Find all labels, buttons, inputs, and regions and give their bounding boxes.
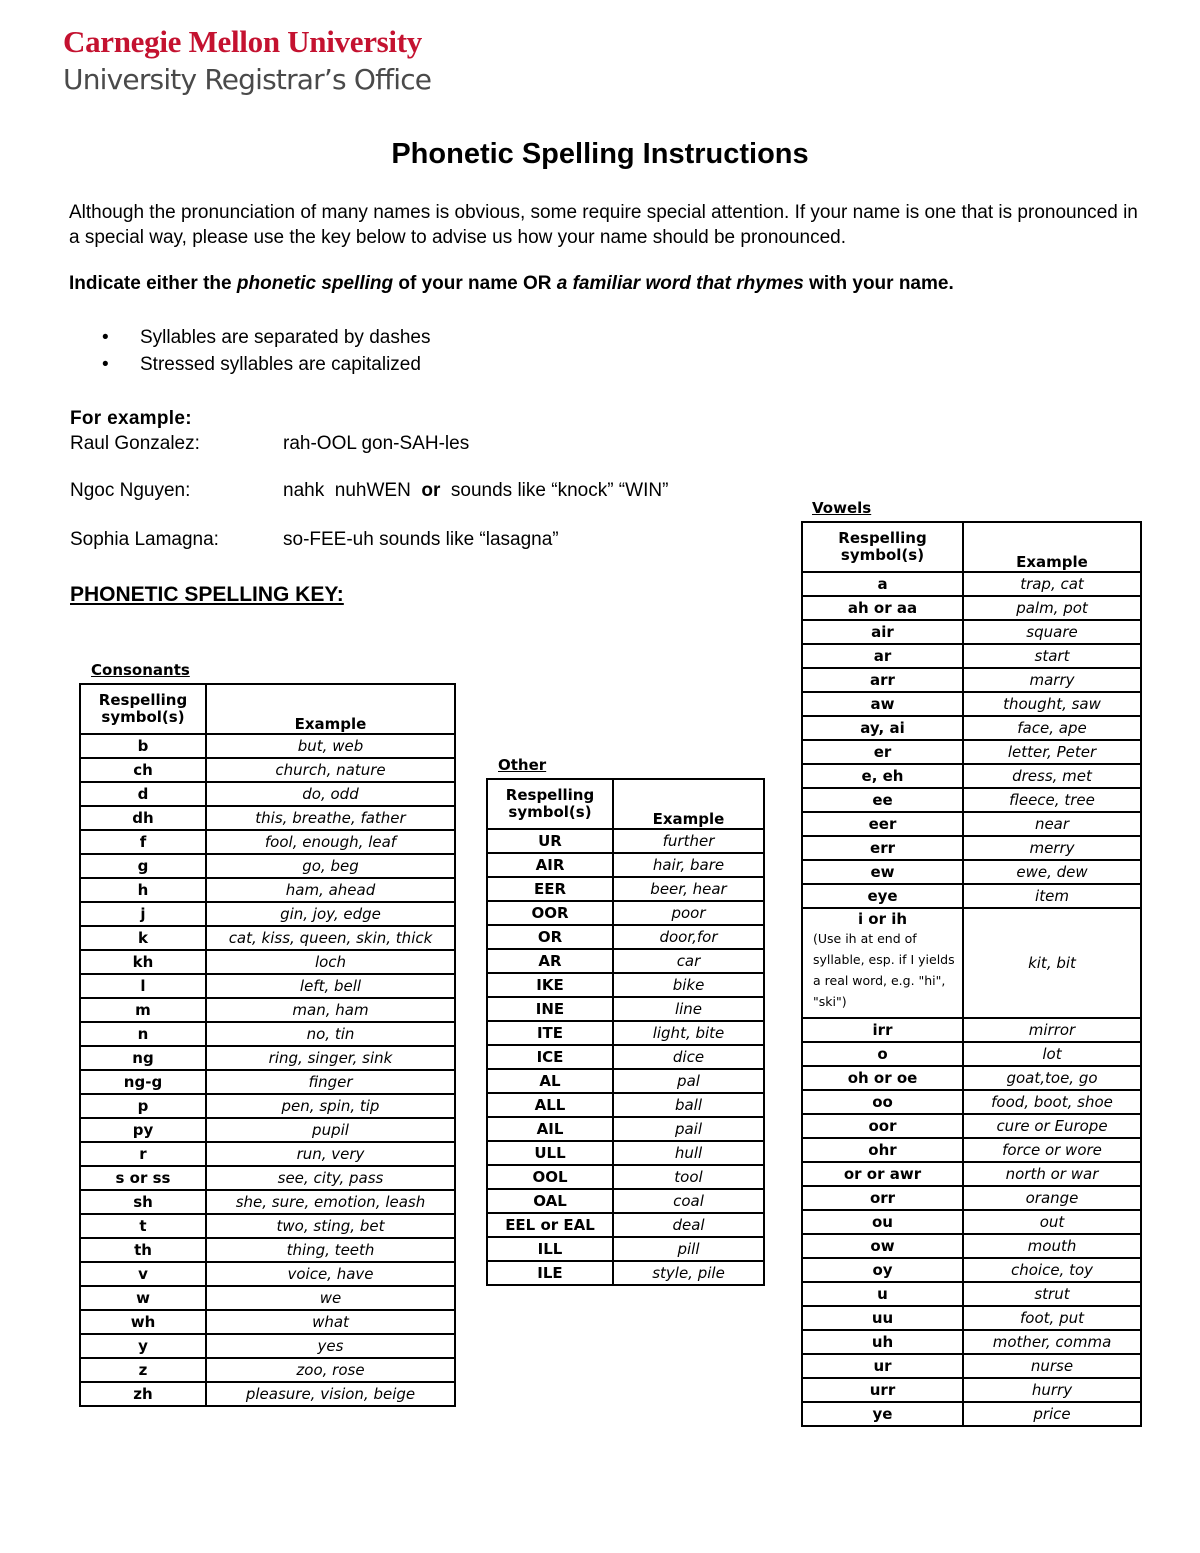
symbol-column-header: Respelling symbol(s) [487, 779, 613, 829]
example-cell: beer, hear [613, 877, 764, 901]
example-cell: cure or Europe [963, 1114, 1141, 1138]
example-or: or [421, 480, 441, 501]
table-row [487, 1213, 764, 1237]
table-row [802, 1042, 1141, 1066]
symbol-cell: or or awr [802, 1162, 963, 1186]
symbol-cell [802, 908, 963, 1018]
example-cell: mouth [963, 1234, 1141, 1258]
table-row [802, 1018, 1141, 1042]
symbol-cell: ow [802, 1234, 963, 1258]
table-row [802, 812, 1141, 836]
example-cell: trap, cat [963, 572, 1141, 596]
symbol-cell: uh [802, 1330, 963, 1354]
table-row [80, 1358, 455, 1382]
table-header-row [487, 779, 764, 829]
list-item [102, 351, 430, 378]
example-cell: square [963, 620, 1141, 644]
table-row [487, 925, 764, 949]
table-row [80, 950, 455, 974]
symbol-cell: ay, ai [802, 716, 963, 740]
consonants-rows [80, 734, 455, 1406]
example-cell: merry [963, 836, 1141, 860]
symbol-cell: m [80, 998, 206, 1022]
symbol-cell: ye [802, 1402, 963, 1426]
example-cell: mother, comma [963, 1330, 1141, 1354]
office-name: University Registrar’s Office [63, 63, 432, 96]
symbol-cell: ILL [487, 1237, 613, 1261]
example-cell: left, bell [206, 974, 455, 998]
example-cell: kit, bit [963, 908, 1141, 1018]
other-rows [487, 829, 764, 1285]
example-cell: see, city, pass [206, 1166, 455, 1190]
table-row [802, 1210, 1141, 1234]
table-row [802, 644, 1141, 668]
symbol-cell: err [802, 836, 963, 860]
symbol-cell: p [80, 1094, 206, 1118]
table-row [802, 788, 1141, 812]
symbol-cell: EER [487, 877, 613, 901]
symbol-cell: ew [802, 860, 963, 884]
symbol-cell: n [80, 1022, 206, 1046]
symbol-cell: ULL [487, 1141, 613, 1165]
symbol-cell: ar [802, 644, 963, 668]
bullet-text: Syllables are separated by dashes [140, 327, 431, 348]
example-cell: pleasure, vision, beige [206, 1382, 455, 1406]
example-cell: hair, bare [613, 853, 764, 877]
example-cell: pen, spin, tip [206, 1094, 455, 1118]
example-rhyme: sounds like “knock” “WIN” [440, 480, 669, 501]
symbol-column-header: Respelling symbol(s) [802, 522, 963, 572]
symbol-cell: ch [80, 758, 206, 782]
table-row [487, 1069, 764, 1093]
example-cell: item [963, 884, 1141, 908]
example-cell: cat, kiss, queen, skin, thick [206, 926, 455, 950]
table-row [802, 764, 1141, 788]
table-row [80, 734, 455, 758]
example-cell: tool [613, 1165, 764, 1189]
example-cell: fool, enough, leaf [206, 830, 455, 854]
symbol-cell: EEL or EAL [487, 1213, 613, 1237]
table-row [802, 836, 1141, 860]
table-row [802, 1258, 1141, 1282]
symbol-cell: y [80, 1334, 206, 1358]
example-cell: church, nature [206, 758, 455, 782]
table-row [802, 1282, 1141, 1306]
table-row [802, 1066, 1141, 1090]
symbol-cell: OOR [487, 901, 613, 925]
example-cell: pail [613, 1117, 764, 1141]
example-cell: foot, put [963, 1306, 1141, 1330]
example-cell: no, tin [206, 1022, 455, 1046]
symbol-cell: ICE [487, 1045, 613, 1069]
example-cell: pupil [206, 1118, 455, 1142]
key-heading: PHONETIC SPELLING KEY: [70, 583, 344, 606]
table-row [802, 740, 1141, 764]
table-row [802, 1114, 1141, 1138]
symbol-cell: a [802, 572, 963, 596]
table-row [80, 782, 455, 806]
symbol-cell: kh [80, 950, 206, 974]
example-name: Sophia Lamagna: [70, 529, 219, 550]
table-row [80, 1382, 455, 1406]
symbol-cell: uu [802, 1306, 963, 1330]
table-row [80, 758, 455, 782]
example-cell: gin, joy, edge [206, 902, 455, 926]
table-row [802, 692, 1141, 716]
symbol-cell: aw [802, 692, 963, 716]
symbol-cell: ee [802, 788, 963, 812]
symbol-cell: ng-g [80, 1070, 206, 1094]
vowels-rows [802, 1018, 1141, 1426]
table-row [80, 854, 455, 878]
symbol-cell: ALL [487, 1093, 613, 1117]
table-row [80, 1166, 455, 1190]
example-heading: For example: [70, 408, 192, 429]
table-row [80, 1286, 455, 1310]
symbol-cell: u [802, 1282, 963, 1306]
symbol-cell: k [80, 926, 206, 950]
example-cell: go, beg [206, 854, 455, 878]
example-cell: pill [613, 1237, 764, 1261]
bullet-list [102, 324, 430, 378]
example-cell: lot [963, 1042, 1141, 1066]
instruction-part: of your name OR [393, 273, 557, 294]
other-heading: Other [498, 756, 547, 774]
symbol-cell: ohr [802, 1138, 963, 1162]
example-cell: ball [613, 1093, 764, 1117]
symbol-cell: ng [80, 1046, 206, 1070]
example-row [70, 433, 469, 455]
example-cell: out [963, 1210, 1141, 1234]
symbol-cell: ILE [487, 1261, 613, 1285]
table-row [80, 1070, 455, 1094]
example-cell: what [206, 1310, 455, 1334]
example-name: Ngoc Nguyen: [70, 480, 191, 501]
example-cell: north or war [963, 1162, 1141, 1186]
table-row [80, 926, 455, 950]
example-cell: car [613, 949, 764, 973]
example-cell: this, breathe, father [206, 806, 455, 830]
example-cell: force or wore [963, 1138, 1141, 1162]
symbol-cell: orr [802, 1186, 963, 1210]
symbol-cell: OOL [487, 1165, 613, 1189]
table-row [487, 1117, 764, 1141]
example-cell: man, ham [206, 998, 455, 1022]
symbol-cell: wh [80, 1310, 206, 1334]
symbol-cell: OAL [487, 1189, 613, 1213]
table-row [802, 1330, 1141, 1354]
other-table [486, 778, 765, 1286]
example-cell: zoo, rose [206, 1358, 455, 1382]
table-row [487, 949, 764, 973]
example-column-header: Example [963, 522, 1141, 572]
table-header-row [802, 522, 1141, 572]
symbol-cell: AL [487, 1069, 613, 1093]
instruction-line [69, 273, 954, 295]
symbol-cell: OR [487, 925, 613, 949]
example-cell: further [613, 829, 764, 853]
example-cell: door,for [613, 925, 764, 949]
example-cell: orange [963, 1186, 1141, 1210]
table-row [802, 1354, 1141, 1378]
ih-note: (Use ih at end of syllable, esp. if I yields a real word, e.g. "hi", "ski") [813, 931, 955, 1009]
example-cell: goat,toe, go [963, 1066, 1141, 1090]
table-row [487, 829, 764, 853]
example-cell: ewe, dew [963, 860, 1141, 884]
table-row [487, 901, 764, 925]
table-row [487, 1045, 764, 1069]
table-row [80, 1118, 455, 1142]
symbol-cell: o [802, 1042, 963, 1066]
example-cell: price [963, 1402, 1141, 1426]
table-row [802, 596, 1141, 620]
table-row [80, 878, 455, 902]
symbol-cell: UR [487, 829, 613, 853]
example-cell: do, odd [206, 782, 455, 806]
symbol-cell: irr [802, 1018, 963, 1042]
example-name: Raul Gonzalez: [70, 433, 200, 454]
instruction-rhyme: a familiar word that rhymes [556, 273, 804, 294]
example-row [70, 480, 668, 502]
table-row [802, 1234, 1141, 1258]
example-cell: but, web [206, 734, 455, 758]
bullet-icon: • [102, 327, 109, 348]
table-row [80, 1262, 455, 1286]
symbol-cell: e, eh [802, 764, 963, 788]
page-title: Phonetic Spelling Instructions [391, 138, 809, 170]
example-cell: yes [206, 1334, 455, 1358]
example-cell: two, sting, bet [206, 1214, 455, 1238]
symbol-cell: v [80, 1262, 206, 1286]
table-row [487, 1141, 764, 1165]
table-row [487, 1021, 764, 1045]
table-header-row [80, 684, 455, 734]
table-row [80, 1238, 455, 1262]
symbol-cell: ou [802, 1210, 963, 1234]
symbol-cell: ah or aa [802, 596, 963, 620]
symbol-cell: arr [802, 668, 963, 692]
table-row [802, 716, 1141, 740]
table-row [80, 974, 455, 998]
instruction-phonetic: phonetic spelling [236, 273, 394, 294]
symbol-cell: g [80, 854, 206, 878]
table-row [487, 1165, 764, 1189]
symbol-cell: er [802, 740, 963, 764]
table-row [80, 1022, 455, 1046]
example-cell: dress, met [963, 764, 1141, 788]
example-column-header: Example [206, 684, 455, 734]
symbol-cell: l [80, 974, 206, 998]
example-cell: fleece, tree [963, 788, 1141, 812]
example-cell: deal [613, 1213, 764, 1237]
symbol-cell: oy [802, 1258, 963, 1282]
table-row [802, 1402, 1141, 1426]
table-row [802, 1090, 1141, 1114]
example-cell: poor [613, 901, 764, 925]
example-cell: finger [206, 1070, 455, 1094]
symbol-cell: d [80, 782, 206, 806]
symbol-cell: s or ss [80, 1166, 206, 1190]
bullet-text: Stressed syllables are capitalized [140, 354, 421, 375]
symbol-column-header: Respelling symbol(s) [80, 684, 206, 734]
example-spelling: so-FEE-uh sounds like “lasagna” [283, 529, 559, 550]
example-cell: strut [963, 1282, 1141, 1306]
vowels-heading: Vowels [812, 499, 872, 517]
symbol-cell: w [80, 1286, 206, 1310]
example-cell: food, boot, shoe [963, 1090, 1141, 1114]
example-cell: start [963, 644, 1141, 668]
symbol-cell: dh [80, 806, 206, 830]
example-spelling: nahk nuhWEN [283, 480, 422, 501]
example-cell: we [206, 1286, 455, 1310]
table-row [802, 1138, 1141, 1162]
table-row [802, 1378, 1141, 1402]
symbol-cell: r [80, 1142, 206, 1166]
example-cell: run, very [206, 1142, 455, 1166]
symbol-cell: air [802, 620, 963, 644]
table-row [80, 1214, 455, 1238]
example-cell: she, sure, emotion, leash [206, 1190, 455, 1214]
symbol-cell: b [80, 734, 206, 758]
example-cell: hull [613, 1141, 764, 1165]
ih-symbol: i or ih [857, 910, 908, 928]
table-row [802, 572, 1141, 596]
table-row [487, 1093, 764, 1117]
symbol-cell: t [80, 1214, 206, 1238]
example-cell: palm, pot [963, 596, 1141, 620]
vowels-table [801, 521, 1142, 1427]
symbol-cell: sh [80, 1190, 206, 1214]
example-cell: thing, teeth [206, 1238, 455, 1262]
example-cell: letter, Peter [963, 740, 1141, 764]
symbol-cell: oor [802, 1114, 963, 1138]
symbol-cell: eer [802, 812, 963, 836]
example-cell: thought, saw [963, 692, 1141, 716]
table-row [802, 1186, 1141, 1210]
symbol-cell: AIR [487, 853, 613, 877]
example-cell: pal [613, 1069, 764, 1093]
symbol-cell: j [80, 902, 206, 926]
table-row [487, 1237, 764, 1261]
table-row [802, 884, 1141, 908]
symbol-cell: f [80, 830, 206, 854]
symbol-cell: AIL [487, 1117, 613, 1141]
example-column-header: Example [613, 779, 764, 829]
symbol-cell: IKE [487, 973, 613, 997]
symbol-cell: AR [487, 949, 613, 973]
example-cell: voice, have [206, 1262, 455, 1286]
symbol-cell: urr [802, 1378, 963, 1402]
table-row [80, 1046, 455, 1070]
intro-paragraph: Although the pronunciation of many names is obvious, some require special attention. If your name is one that is pronounced in a special way, please use the key below to advise us how your name should be pronounced. [69, 202, 1138, 248]
example-cell: mirror [963, 1018, 1141, 1042]
table-row [802, 1162, 1141, 1186]
bullet-icon: • [102, 354, 109, 375]
example-cell: ring, singer, sink [206, 1046, 455, 1070]
example-cell: hurry [963, 1378, 1141, 1402]
university-logo: Carnegie Mellon University [63, 24, 422, 59]
symbol-cell: ur [802, 1354, 963, 1378]
example-cell: dice [613, 1045, 764, 1069]
symbol-cell: th [80, 1238, 206, 1262]
table-row [80, 806, 455, 830]
consonants-heading: Consonants [91, 661, 190, 679]
example-cell: near [963, 812, 1141, 836]
table-row [487, 973, 764, 997]
table-row [487, 853, 764, 877]
example-cell: style, pile [613, 1261, 764, 1285]
symbol-cell: py [80, 1118, 206, 1142]
table-row [802, 668, 1141, 692]
instruction-part: Indicate either the [69, 273, 237, 294]
table-row [80, 1190, 455, 1214]
symbol-cell: zh [80, 1382, 206, 1406]
table-row [802, 620, 1141, 644]
symbol-cell: h [80, 878, 206, 902]
table-row [487, 1261, 764, 1285]
example-cell: face, ape [963, 716, 1141, 740]
example-cell: line [613, 997, 764, 1021]
example-cell: choice, toy [963, 1258, 1141, 1282]
table-row [802, 908, 1141, 1018]
table-row [80, 998, 455, 1022]
table-row [487, 1189, 764, 1213]
example-cell: marry [963, 668, 1141, 692]
list-item [102, 324, 430, 351]
table-row [80, 1094, 455, 1118]
example-cell: loch [206, 950, 455, 974]
symbol-cell: ITE [487, 1021, 613, 1045]
table-row [487, 997, 764, 1021]
table-row [80, 1142, 455, 1166]
symbol-cell: oh or oe [802, 1066, 963, 1090]
table-row [80, 1310, 455, 1334]
table-row [487, 877, 764, 901]
example-cell: nurse [963, 1354, 1141, 1378]
example-row [70, 529, 559, 551]
table-row [802, 860, 1141, 884]
example-cell: bike [613, 973, 764, 997]
example-spelling: rah-OOL gon-SAH-les [283, 433, 470, 454]
example-cell: coal [613, 1189, 764, 1213]
symbol-cell: INE [487, 997, 613, 1021]
vowels-ih-row [802, 908, 1141, 1018]
instruction-part: with your name. [803, 273, 954, 294]
symbol-cell: oo [802, 1090, 963, 1114]
symbol-cell: z [80, 1358, 206, 1382]
example-cell: ham, ahead [206, 878, 455, 902]
vowels-rows [802, 572, 1141, 908]
consonants-table [79, 683, 456, 1407]
table-row [80, 1334, 455, 1358]
table-row [80, 902, 455, 926]
example-cell: light, bite [613, 1021, 764, 1045]
symbol-cell: eye [802, 884, 963, 908]
table-row [80, 830, 455, 854]
table-row [802, 1306, 1141, 1330]
